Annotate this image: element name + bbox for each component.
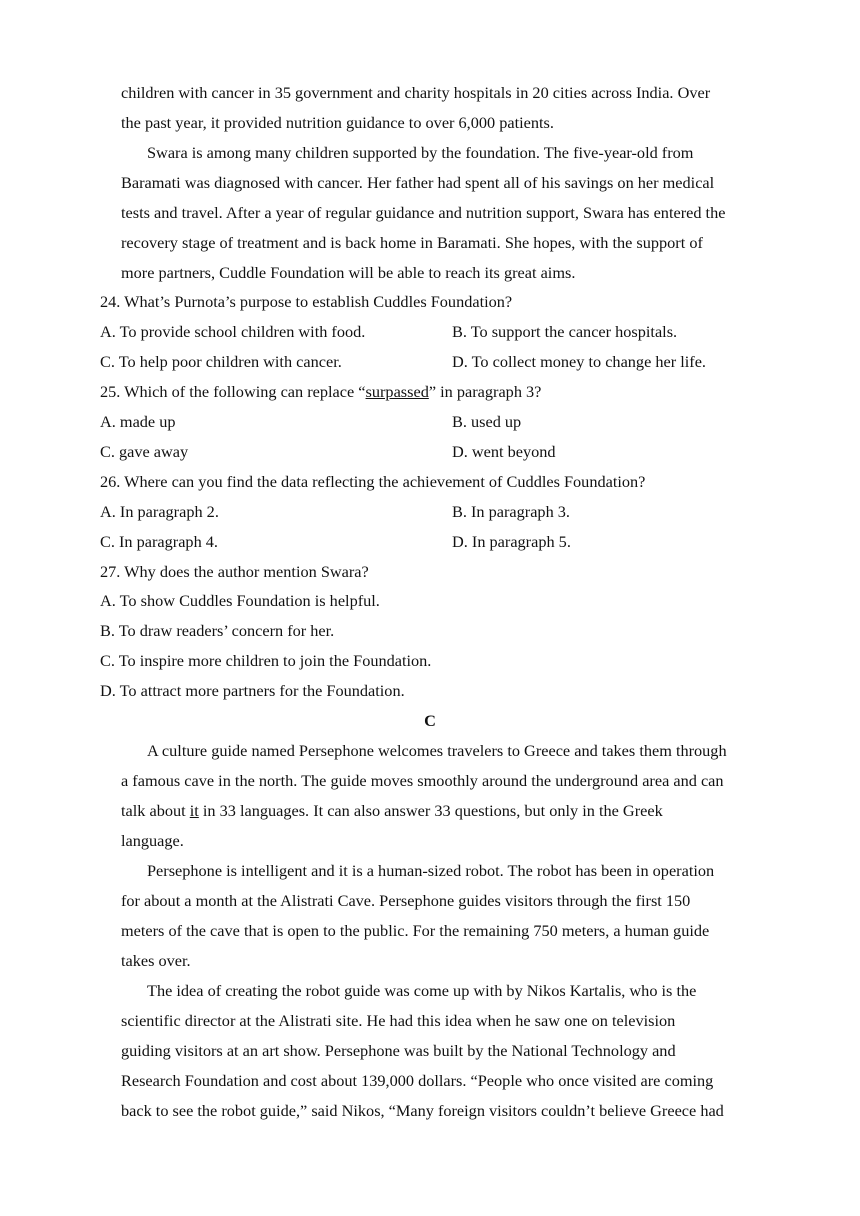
passage-b-line: children with cancer in 35 government and charity hospitals in 20 cities across India. Over (121, 83, 711, 102)
passage-b-line: the past year, it provided nutrition guidance to over 6,000 patients. (121, 113, 554, 132)
passage-c-text: talk about (121, 801, 190, 820)
section-heading: C (424, 711, 436, 730)
question-27-option-d: D. To attract more partners for the Foundation. (100, 681, 405, 700)
passage-c-line: meters of the cave that is open to the public. For the remaining 750 meters, a human guide (121, 921, 710, 940)
passage-c-line: The idea of creating the robot guide was come up with by Nikos Kartalis, who is the (147, 981, 697, 1000)
question-25-stem (100, 382, 541, 402)
question-24-stem: 24. What’s Purnota’s purpose to establish Cuddles Foundation? (100, 292, 513, 311)
question-27-option-b: B. To draw readers’ concern for her. (100, 621, 335, 640)
passage-b-line: recovery stage of treatment and is back home in Baramati. She hopes, with the support of (121, 233, 703, 252)
passage-c-line: a famous cave in the north. The guide moves smoothly around the underground area and can (121, 771, 724, 790)
question-24-option-a: A. To provide school children with food. (100, 322, 366, 341)
passage-b-line: more partners, Cuddle Foundation will be able to reach its great aims. (121, 263, 576, 282)
question-26-option-b: B. In paragraph 3. (452, 502, 570, 521)
question-27-option-c: C. To inspire more children to join the Foundation. (100, 651, 432, 670)
passage-c-line: A culture guide named Persephone welcomes travelers to Greece and takes them through (147, 741, 727, 760)
question-26-option-d: D. In paragraph 5. (452, 532, 571, 551)
question-24-option-c: C. To help poor children with cancer. (100, 352, 342, 371)
question-25-stem-start: 25. Which of the following can replace “ (100, 382, 366, 401)
question-24-option-b: B. To support the cancer hospitals. (452, 322, 678, 341)
passage-c-line: for about a month at the Alistrati Cave. Persephone guides visitors through the first 150 (121, 891, 691, 910)
passage-b-line: tests and travel. After a year of regular guidance and nutrition support, Swara has entered the (121, 203, 726, 222)
passage-b-line: Swara is among many children supported by the foundation. The five-year-old from (147, 143, 694, 162)
passage-c-line: takes over. (121, 951, 191, 970)
question-25-option-b: B. used up (452, 412, 522, 431)
passage-c-line: back to see the robot guide,” said Nikos, “Many foreign visitors couldn’t believe Greece had (121, 1101, 724, 1120)
question-24-option-d: D. To collect money to change her life. (452, 352, 706, 371)
passage-c-line: scientific director at the Alistrati site. He had this idea when he saw one on television (121, 1011, 676, 1030)
question-27-option-a: A. To show Cuddles Foundation is helpful. (100, 591, 380, 610)
question-26-option-a: A. In paragraph 2. (100, 502, 219, 521)
question-25-option-d: D. went beyond (452, 442, 556, 461)
question-25-option-c: C. gave away (100, 442, 189, 461)
question-26-option-c: C. In paragraph 4. (100, 532, 218, 551)
question-25-stem-end: ” in paragraph 3? (428, 382, 542, 401)
underlined-word: it (189, 801, 199, 820)
passage-c-line: guiding visitors at an art show. Persephone was built by the National Technology and (121, 1041, 676, 1060)
passage-c-text: in 33 languages. It can also answer 33 questions, but only in the Greek (198, 801, 663, 820)
underlined-word: surpassed (365, 382, 429, 401)
passage-c-line: Persephone is intelligent and it is a human-sized robot. The robot has been in operation (147, 861, 715, 880)
passage-c-line: Research Foundation and cost about 139,000 dollars. “People who once visited are coming (121, 1071, 714, 1090)
question-25-option-a: A. made up (100, 412, 176, 431)
passage-c-line (121, 801, 663, 821)
passage-b-line: Baramati was diagnosed with cancer. Her father had spent all of his savings on her medical (121, 173, 715, 192)
passage-c-line: language. (121, 831, 184, 850)
question-27-stem: 27. Why does the author mention Swara? (100, 562, 369, 581)
question-26-stem: 26. Where can you find the data reflecting the achievement of Cuddles Foundation? (100, 472, 646, 491)
